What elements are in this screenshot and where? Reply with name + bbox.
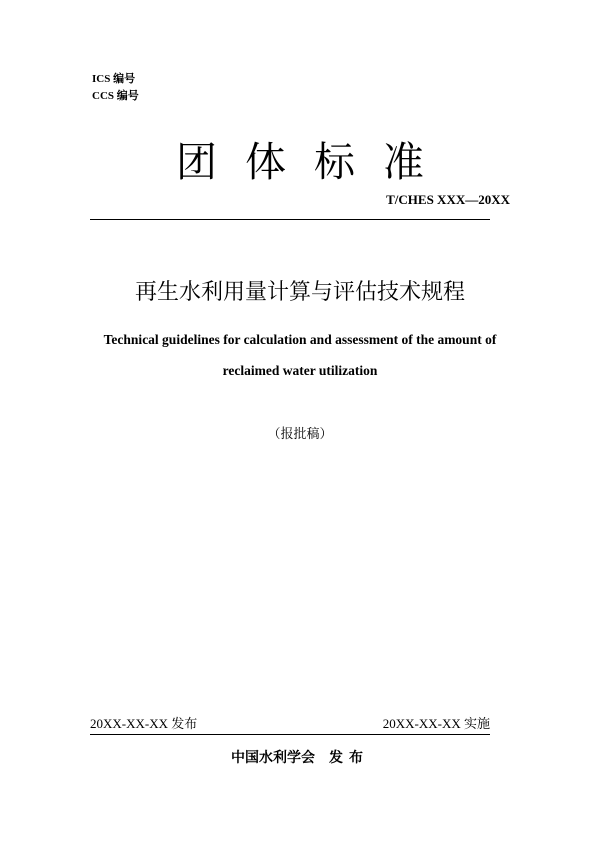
bottom-divider <box>90 734 490 735</box>
document-title-chinese: 再生水利用量计算与评估技术规程 <box>134 280 465 305</box>
standard-code: T/CHES XXX—20XX <box>386 192 510 207</box>
publish-date: 20XX-XX-XX 发布 <box>90 716 198 731</box>
publisher-name: 中国水利学会 <box>231 750 315 766</box>
ccs-number-label: CCS 编号 <box>92 90 139 102</box>
publisher-action: 发布 <box>329 750 369 766</box>
draft-status: （报批稿） <box>267 427 333 442</box>
top-divider <box>90 219 490 220</box>
standard-type-title: 团体标准 <box>176 138 452 186</box>
document-title-english-line-2: reclaimed water utilization <box>222 363 378 378</box>
publisher-line <box>0 748 600 768</box>
document-title-english-line-1: Technical guidelines for calculation and assessment of the amount of <box>103 332 497 347</box>
implementation-date: 20XX-XX-XX 实施 <box>382 716 490 731</box>
ics-number-label: ICS 编号 <box>92 73 136 85</box>
